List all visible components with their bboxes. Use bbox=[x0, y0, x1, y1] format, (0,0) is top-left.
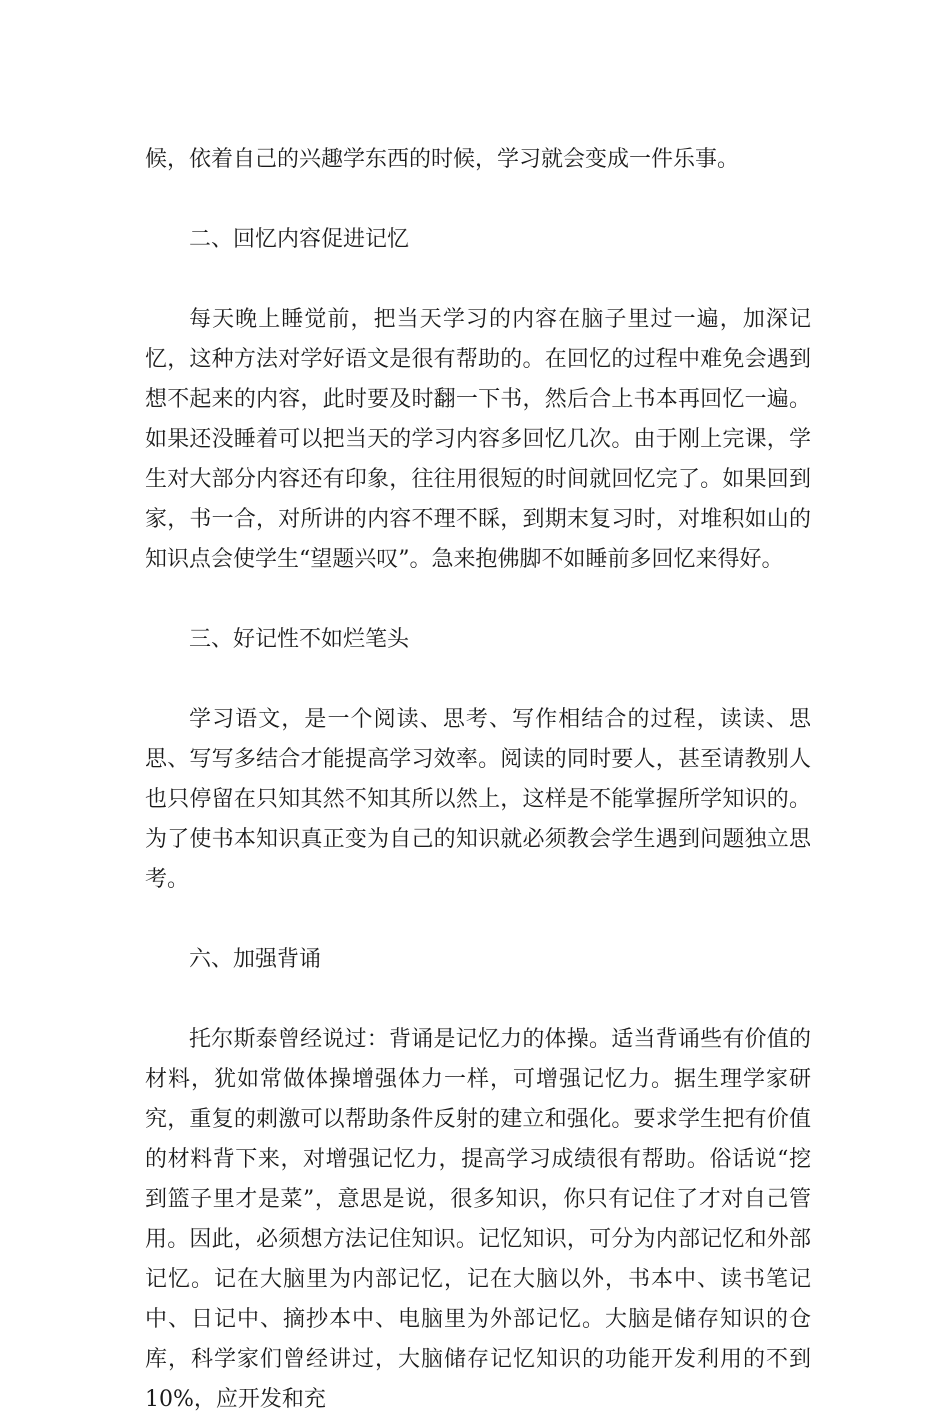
paragraph-recall: 每天晚上睡觉前，把当天学习的内容在脑子里过一遍，加深记忆，这种方法对学好语文是很有帮助的。在回忆的过程中难免会遇到想不起来的内容，此时要及时翻一下书，然后合上书本再回忆一遍。如果还没睡着可以把当天的学习内容多回忆几次。由于刚上完课，学生对大部分内容还有印象，往往用很短的时间就回忆完了。如果回到家，书一合，对所讲的内容不理不睬，到期末复习时，对堆积如山的知识点会使学生“望题兴叹”。急来抱佛脚不如睡前多回忆来得好。 bbox=[145, 307, 811, 572]
section-heading-3: 三、好记性不如烂笔头 bbox=[189, 627, 410, 652]
paragraph-gap bbox=[145, 980, 811, 1020]
paragraph-gap bbox=[145, 260, 811, 300]
paragraph-continued: 候，依着自己的兴趣学东西的时候，学习就会变成一件乐事。 bbox=[145, 147, 740, 172]
paragraph-gap bbox=[145, 180, 811, 220]
paragraph-recitation: 托尔斯泰曾经说过：背诵是记忆力的体操。适当背诵些有价值的材料，犹如常做体操增强体力一样，可增强记忆力。据生理学家研究，重复的刺激可以帮助条件反射的建立和强化。要求学生把有价值的材料背下来，对增强记忆力，提高学习成绩很有帮助。俗话说“挖到篮子里才是菜”，意思是说，很多知识，你只有记住了才对自己管用。因此，必须想方法记住知识。记忆知识，可分为内部记忆和外部记忆。记在大脑里为内部记忆，记在大脑以外，书本中、读书笔记中、日记中、摘抄本中、电脑里为外部记忆。大脑是储存知识的仓库，科学家们曾经讲过，大脑储存记忆知识的功能开发利用的不到10%，应开发和充 bbox=[145, 1027, 811, 1412]
paragraph-writing: 学习语文，是一个阅读、思考、写作相结合的过程，读读、思思、写写多结合才能提高学习效率。阅读的同时要人，甚至请教别人也只停留在只知其然不知其所以然上，这样是不能掌握所学知识的。为了使书本知识真正变为自己的知识就必须教会学生遇到问题独立思考。 bbox=[145, 707, 811, 892]
document-body bbox=[145, 140, 811, 1420]
paragraph-gap bbox=[145, 900, 811, 940]
paragraph-gap bbox=[145, 660, 811, 700]
section-heading-2: 二、回忆内容促进记忆 bbox=[189, 227, 410, 252]
paragraph-gap bbox=[145, 580, 811, 620]
section-heading-6: 六、加强背诵 bbox=[189, 947, 322, 972]
